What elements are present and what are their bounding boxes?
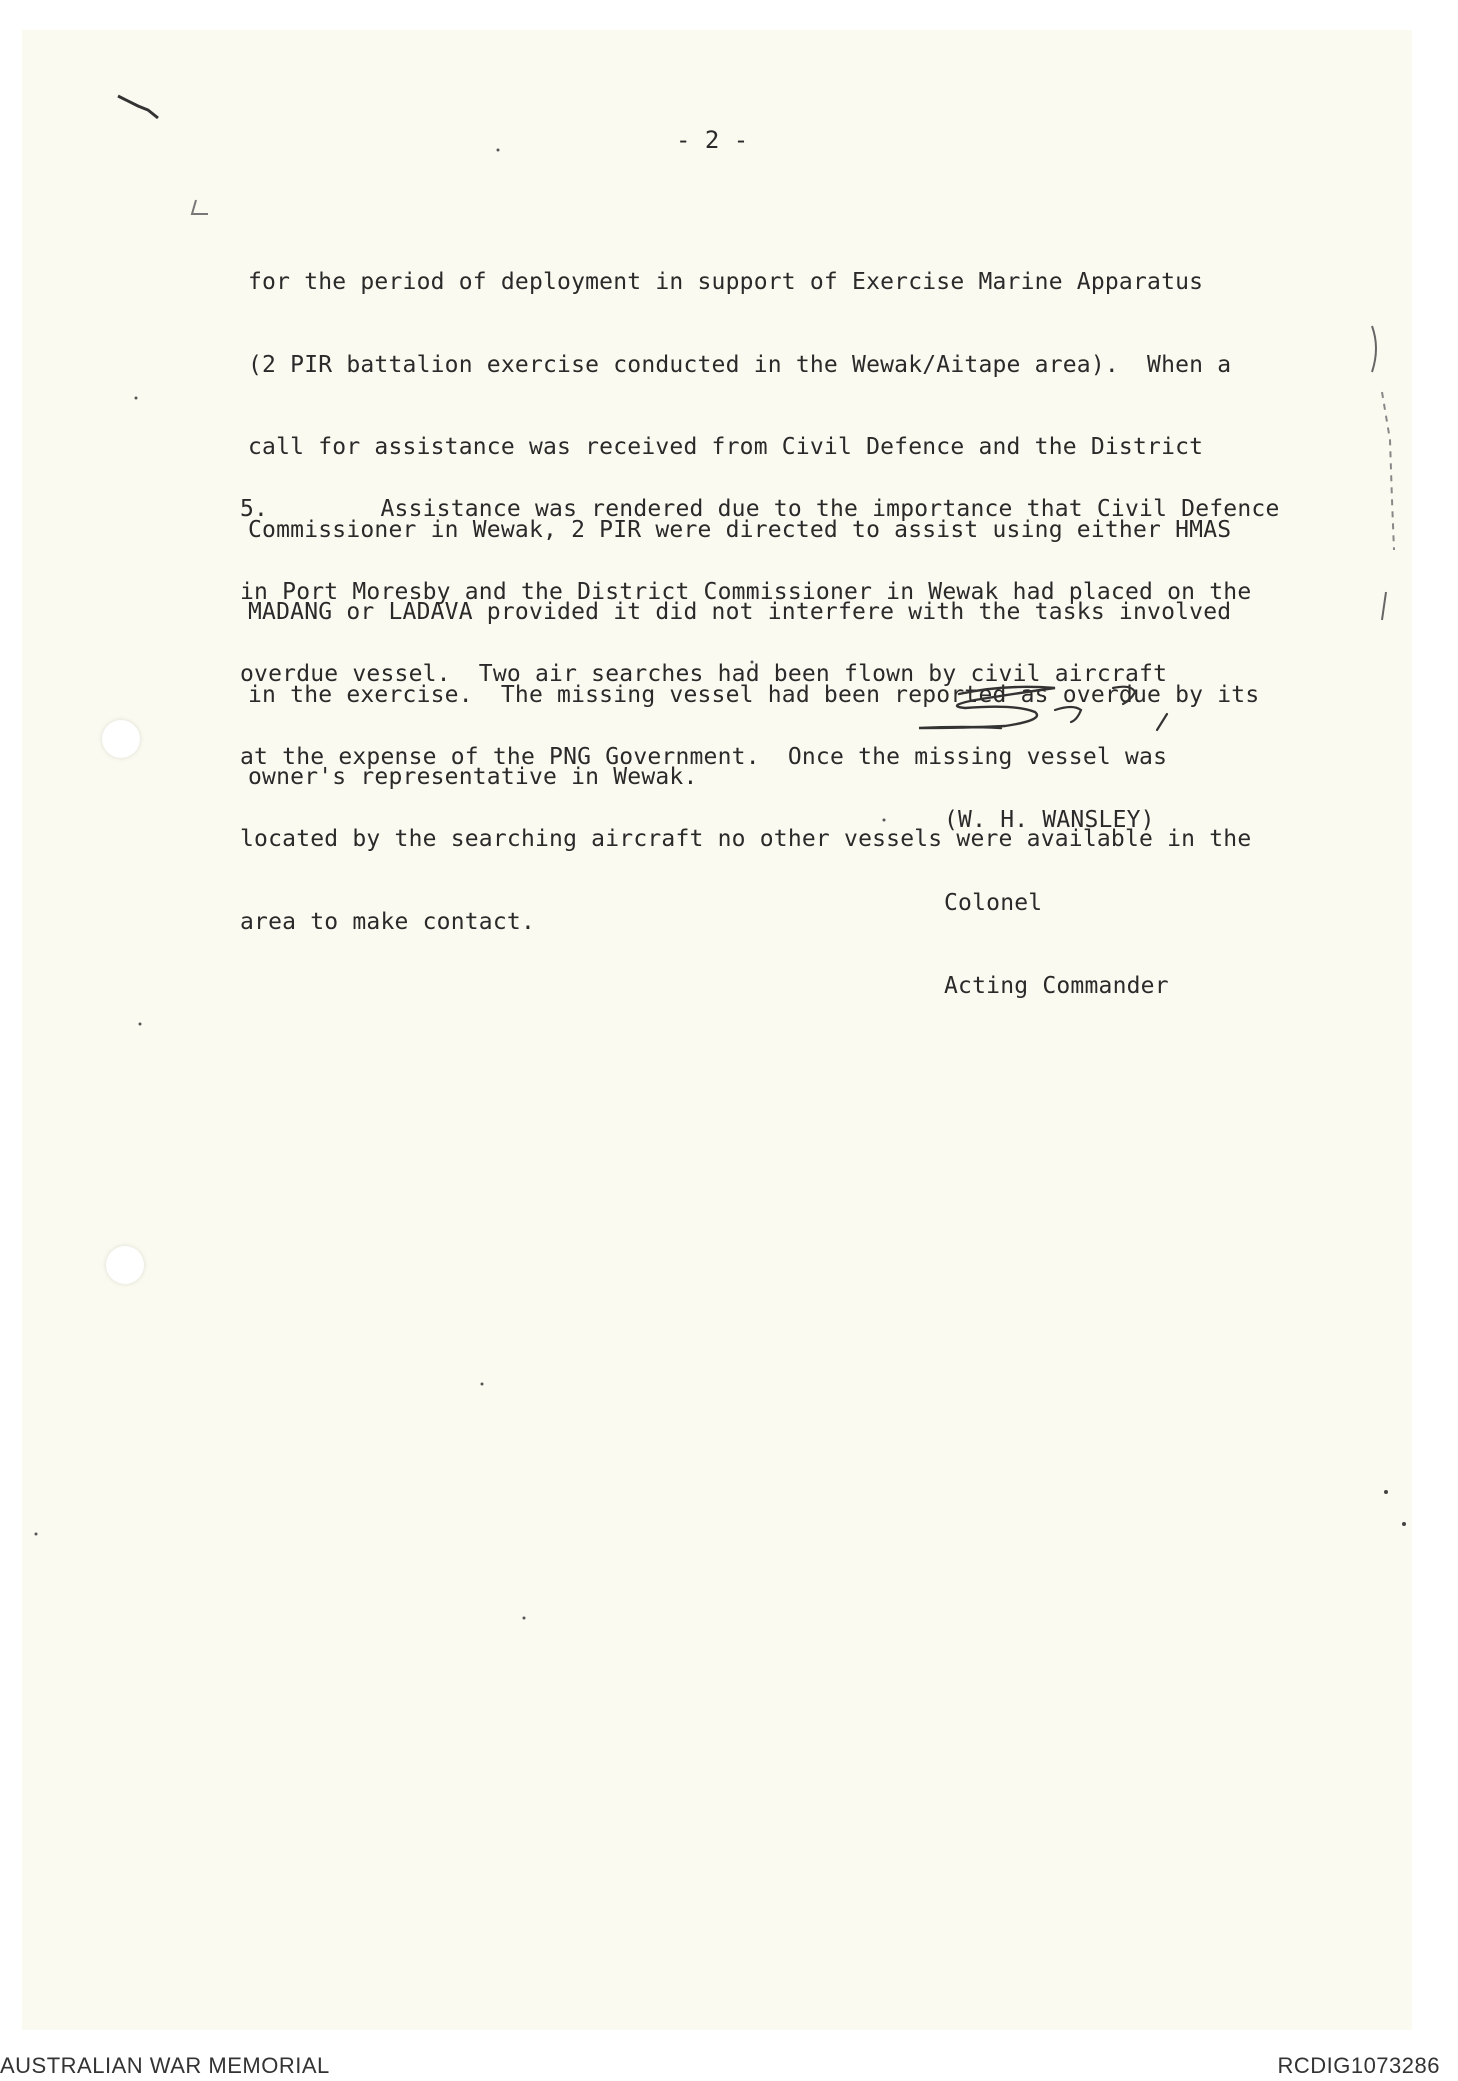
paragraph-line: Commissioner in Wewak, 2 PIR were directed to assist using either HMAS [248,516,1232,543]
archive-footer [0,2051,1458,2081]
institution-label: AUSTRALIAN WAR MEMORIAL [0,2053,330,2078]
paragraph-line: at the expense of the PNG Government. Once the missing vessel was [240,743,1168,770]
paragraph-line: owner's representative in Wewak. [248,764,698,790]
paragraph-line: call for assistance was received from Civil Defence and the District [248,434,1204,460]
paragraph-line: in the exercise. The missing vessel had been reported as overdue by its [248,681,1260,708]
paragraph-line: 5. Assistance was rendered due to the importance that Civil Defence [240,496,1280,522]
reference-code: RCDIG1073286 [1277,2053,1440,2078]
paragraph-line: for the period of deployment in support of Exercise Marine Apparatus [248,269,1204,295]
paragraph-line: located by the searching aircraft no other vessels were available in the [240,826,1252,852]
paragraph-line: overdue vessel. Two air searches had been flown by civil aircraft [240,661,1168,687]
paragraph-line: area to make contact. [240,908,535,935]
paragraph-line: in Port Moresby and the District Commissioner in Wewak had placed on the [240,578,1252,605]
paragraph-line: (2 PIR battalion exercise conducted in the Wewak/Aitape area). When a [248,351,1232,378]
signatory-name: (W. H. WANSLEY) [944,807,1155,833]
signature-block [944,751,1169,1055]
signatory-rank: Colonel [944,890,1043,916]
signatory-role: Acting Commander [944,973,1169,999]
paragraph-line: MADANG or LADAVA provided it did not interfere with the tasks involved [248,599,1232,625]
page-number: - 2 - [676,126,749,154]
handwritten-signature [905,670,1185,750]
